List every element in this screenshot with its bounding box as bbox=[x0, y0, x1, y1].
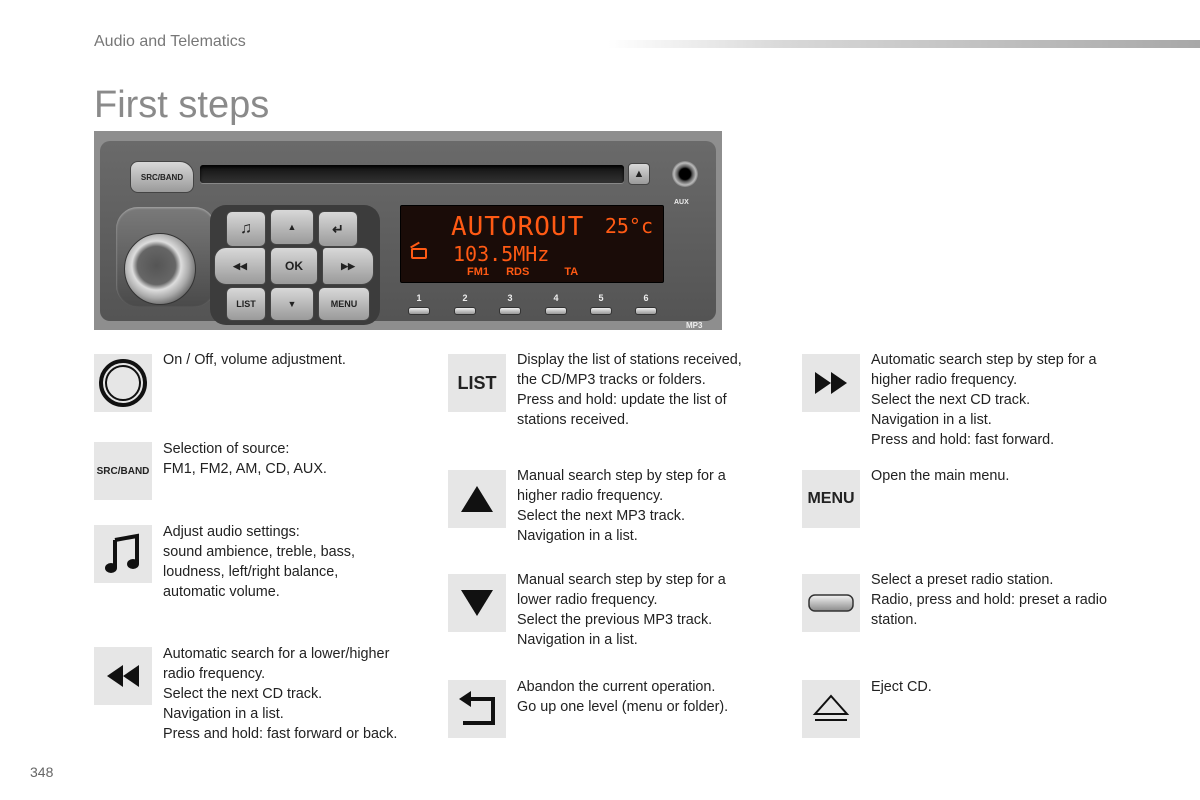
preset-button bbox=[499, 307, 521, 315]
back-button[interactable] bbox=[318, 211, 358, 247]
flag-rds: RDS bbox=[506, 266, 530, 278]
preset-button bbox=[590, 307, 612, 315]
preset-button bbox=[454, 307, 476, 315]
preset-number: 2 bbox=[462, 293, 468, 303]
display-line1: AUTOROUT bbox=[451, 212, 585, 242]
preset-strip bbox=[388, 293, 668, 331]
back-arrow-icon bbox=[455, 689, 499, 729]
down-arrow-icon bbox=[459, 588, 495, 618]
legend-description: Eject CD. bbox=[871, 679, 932, 695]
list-button[interactable]: LIST bbox=[226, 287, 266, 321]
icon-box bbox=[448, 680, 506, 738]
down-arrow-icon: ▼ bbox=[287, 299, 297, 309]
legend-description: Abandon the current operation. Go up one level (menu or folder). bbox=[517, 679, 729, 715]
icon-box bbox=[94, 442, 152, 500]
preset-number: 4 bbox=[553, 293, 559, 303]
music-note-icon: ♫ bbox=[240, 220, 252, 237]
down-button[interactable] bbox=[270, 287, 314, 321]
preset-button bbox=[545, 307, 567, 315]
legend-description: Open the main menu. bbox=[871, 468, 1010, 484]
fast-forward-icon bbox=[811, 368, 851, 398]
preset-2[interactable] bbox=[454, 293, 476, 315]
up-button[interactable] bbox=[270, 209, 314, 245]
page-title: First steps bbox=[94, 84, 270, 126]
back-arrow-icon: ↵ bbox=[332, 220, 344, 237]
music-note-icon bbox=[101, 532, 145, 576]
flag-fm1: FM1 bbox=[467, 266, 489, 278]
section-label: Audio and Telematics bbox=[94, 33, 246, 50]
legend-description: Display the list of stations received, the CD/MP3 tracks or folders. Press and hold: update the list of stations received. bbox=[517, 352, 742, 428]
src-band-icon: SRC/BAND bbox=[96, 465, 150, 477]
preset-button bbox=[635, 307, 657, 315]
radio-display bbox=[400, 205, 664, 283]
icon-box bbox=[94, 647, 152, 705]
display-temperature: 25°c bbox=[604, 214, 653, 238]
icon-box bbox=[802, 680, 860, 738]
rewind-button[interactable] bbox=[214, 247, 266, 285]
eject-button[interactable] bbox=[628, 163, 650, 185]
volume-knob-icon bbox=[97, 357, 149, 409]
audio-settings-button[interactable] bbox=[226, 211, 266, 247]
preset-4[interactable] bbox=[545, 293, 567, 315]
preset-3[interactable] bbox=[499, 293, 521, 315]
legend-description: Automatic search step by step for a higher radio frequency. Select the next CD track. Navigation in a list. Press and hold: fast forward. bbox=[871, 352, 1097, 448]
mp3-label: MP3 bbox=[686, 321, 703, 330]
volume-knob[interactable] bbox=[124, 233, 196, 305]
legend-description: Select a preset radio station. Radio, press and hold: preset a radio station. bbox=[871, 572, 1107, 628]
list-icon: LIST bbox=[457, 372, 497, 393]
legend-description: Automatic search for a lower/higher radio frequency. Select the next CD track. Navigation in a list. Press and hold: fast forward or back. bbox=[163, 646, 398, 742]
rewind-icon: ◀◀ bbox=[233, 260, 247, 271]
radio-body bbox=[100, 141, 716, 330]
legend-description: Manual search step by step for a higher radio frequency. Select the next MP3 track. Navigation in a list. bbox=[517, 468, 726, 544]
page-number: 348 bbox=[30, 764, 54, 780]
preset-number: 5 bbox=[598, 293, 604, 303]
fast-forward-button[interactable] bbox=[322, 247, 374, 285]
radio-unit-illustration bbox=[94, 131, 722, 330]
legend-description: On / Off, volume adjustment. bbox=[163, 352, 346, 368]
radio-icon bbox=[411, 248, 427, 259]
preset-5[interactable] bbox=[590, 293, 612, 315]
rewind-icon bbox=[103, 661, 143, 691]
display-flags bbox=[467, 266, 592, 278]
preset-button-icon bbox=[807, 592, 855, 614]
icon-box bbox=[94, 354, 152, 412]
preset-1[interactable] bbox=[408, 293, 430, 315]
src-band-button[interactable]: SRC/BAND bbox=[130, 161, 194, 193]
ok-button[interactable]: OK bbox=[270, 247, 318, 285]
display-line2: 103.5MHz bbox=[453, 242, 550, 266]
icon-box bbox=[448, 574, 506, 632]
menu-button[interactable]: MENU bbox=[318, 287, 370, 321]
menu-icon: MENU bbox=[807, 490, 855, 507]
legend-description: Adjust audio settings: sound ambience, treble, bass, loudness, left/right balance, automatic volume. bbox=[163, 524, 355, 600]
icon-box bbox=[802, 574, 860, 632]
legend-description: Selection of source: FM1, FM2, AM, CD, AUX. bbox=[163, 441, 327, 477]
preset-button bbox=[408, 307, 430, 315]
up-arrow-icon bbox=[459, 484, 495, 514]
legend-description: Manual search step by step for a lower radio frequency. Select the previous MP3 track. Navigation in a list. bbox=[517, 572, 726, 648]
preset-number: 1 bbox=[416, 293, 422, 303]
icon-box bbox=[802, 470, 860, 528]
up-arrow-icon: ▲ bbox=[287, 222, 297, 232]
preset-number: 6 bbox=[643, 293, 649, 303]
aux-jack bbox=[672, 161, 698, 187]
icon-box bbox=[448, 470, 506, 528]
icon-box bbox=[448, 354, 506, 412]
icon-box bbox=[802, 354, 860, 412]
icon-box bbox=[94, 525, 152, 583]
aux-label: AUX bbox=[674, 199, 689, 206]
eject-icon: ▲ bbox=[633, 168, 645, 180]
preset-6[interactable] bbox=[635, 293, 657, 315]
flag-ta: TA bbox=[564, 266, 579, 278]
fast-forward-icon: ▶▶ bbox=[341, 260, 355, 271]
preset-number: 3 bbox=[507, 293, 513, 303]
eject-icon bbox=[811, 692, 851, 726]
cd-slot bbox=[200, 165, 624, 183]
header-bar bbox=[608, 40, 1200, 48]
